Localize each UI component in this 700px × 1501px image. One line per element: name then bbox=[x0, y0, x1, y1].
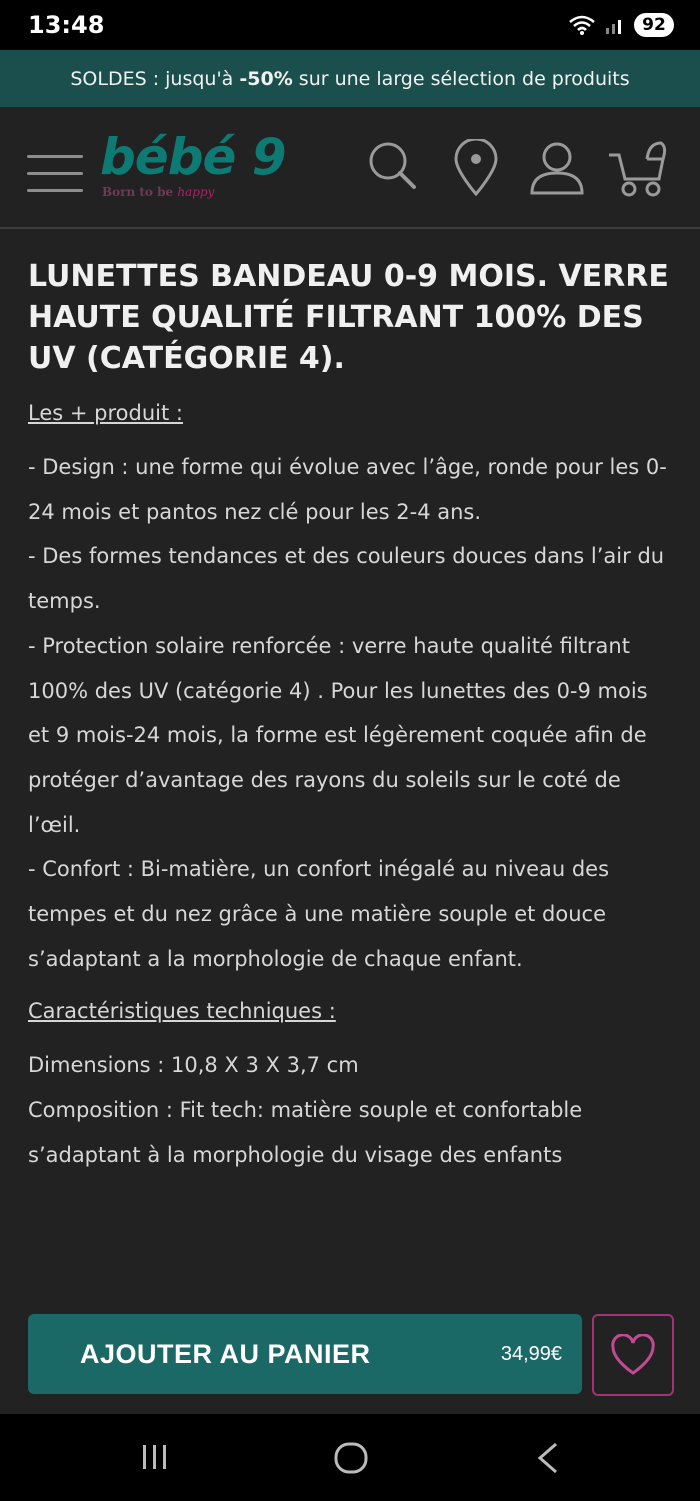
cart-stroller-icon[interactable] bbox=[607, 139, 669, 199]
wifi-icon bbox=[568, 14, 596, 36]
benefit-item: - Protection solaire renforcée : verre haute qualité filtrant 100% des UV (catégorie 4) . Pour les lunettes des 0-9 mois et 9 mois-24 mois, la forme est légèrement coquée afin de protéger d’avantage des rayons du soleils sur le coté de l’œil. bbox=[28, 633, 648, 837]
promo-prefix: SOLDES bbox=[70, 67, 147, 90]
add-to-cart-button[interactable] bbox=[28, 1314, 582, 1394]
promo-banner[interactable] bbox=[0, 50, 700, 107]
brand-logo[interactable] bbox=[100, 129, 286, 199]
add-to-cart-label: AJOUTER AU PANIER bbox=[80, 1338, 371, 1369]
back-icon[interactable] bbox=[536, 1442, 560, 1474]
brand-tagline: Born to be happy bbox=[102, 185, 215, 199]
home-icon[interactable] bbox=[334, 1442, 368, 1474]
battery-badge: 92 bbox=[634, 13, 674, 37]
benefit-item: - Confort : Bi-matière, un confort inégalé au niveau des tempes et du nez grâce à une matière souple et douce s’adaptant a la morphologie de chaque enfant. bbox=[28, 857, 610, 971]
promo-mid: : jusqu'à bbox=[146, 67, 240, 90]
product-title: LUNETTES BANDEAU 0-9 MOIS. VERRE HAUTE QUALITÉ FILTRANT 100% DES UV (CATÉGORIE 4). bbox=[28, 259, 669, 376]
recent-apps-icon[interactable] bbox=[140, 1442, 170, 1472]
signal-icon bbox=[604, 14, 626, 36]
purchase-bar bbox=[0, 1294, 700, 1414]
spec-item: Composition : Fit tech: matière souple et confortable s’adaptant à la morphologie du visage des enfants bbox=[28, 1098, 583, 1167]
status-time: 13:48 bbox=[28, 11, 105, 39]
android-nav-bar bbox=[0, 1414, 700, 1501]
search-icon[interactable] bbox=[366, 139, 418, 191]
benefit-item: - Des formes tendances et des couleurs douces dans l’air du temps. bbox=[28, 544, 665, 614]
menu-icon[interactable] bbox=[27, 155, 83, 195]
status-bar bbox=[0, 0, 700, 50]
price: 34,99€ bbox=[500, 1342, 562, 1365]
benefits-label: Les + produit : bbox=[28, 401, 183, 425]
benefit-item: - Design : une forme qui évolue avec l’âge, ronde pour les 0-24 mois et pantos nez clé pour les 2-4 ans. bbox=[28, 455, 667, 524]
wishlist-button[interactable] bbox=[592, 1314, 674, 1396]
heart-icon bbox=[610, 1334, 656, 1376]
spec-item: Dimensions : 10,8 X 3 X 3,7 cm bbox=[28, 1053, 359, 1078]
product-content bbox=[28, 230, 673, 1294]
specs-label: Caractéristiques techniques : bbox=[28, 999, 336, 1024]
brand-name: bébé 9 bbox=[100, 128, 286, 186]
account-icon[interactable] bbox=[528, 139, 586, 197]
status-icons bbox=[568, 13, 674, 37]
promo-suffix: sur une large sélection de produits bbox=[292, 67, 630, 90]
promo-discount: -50% bbox=[239, 67, 293, 90]
site-header bbox=[0, 107, 700, 229]
location-icon[interactable] bbox=[452, 139, 500, 197]
